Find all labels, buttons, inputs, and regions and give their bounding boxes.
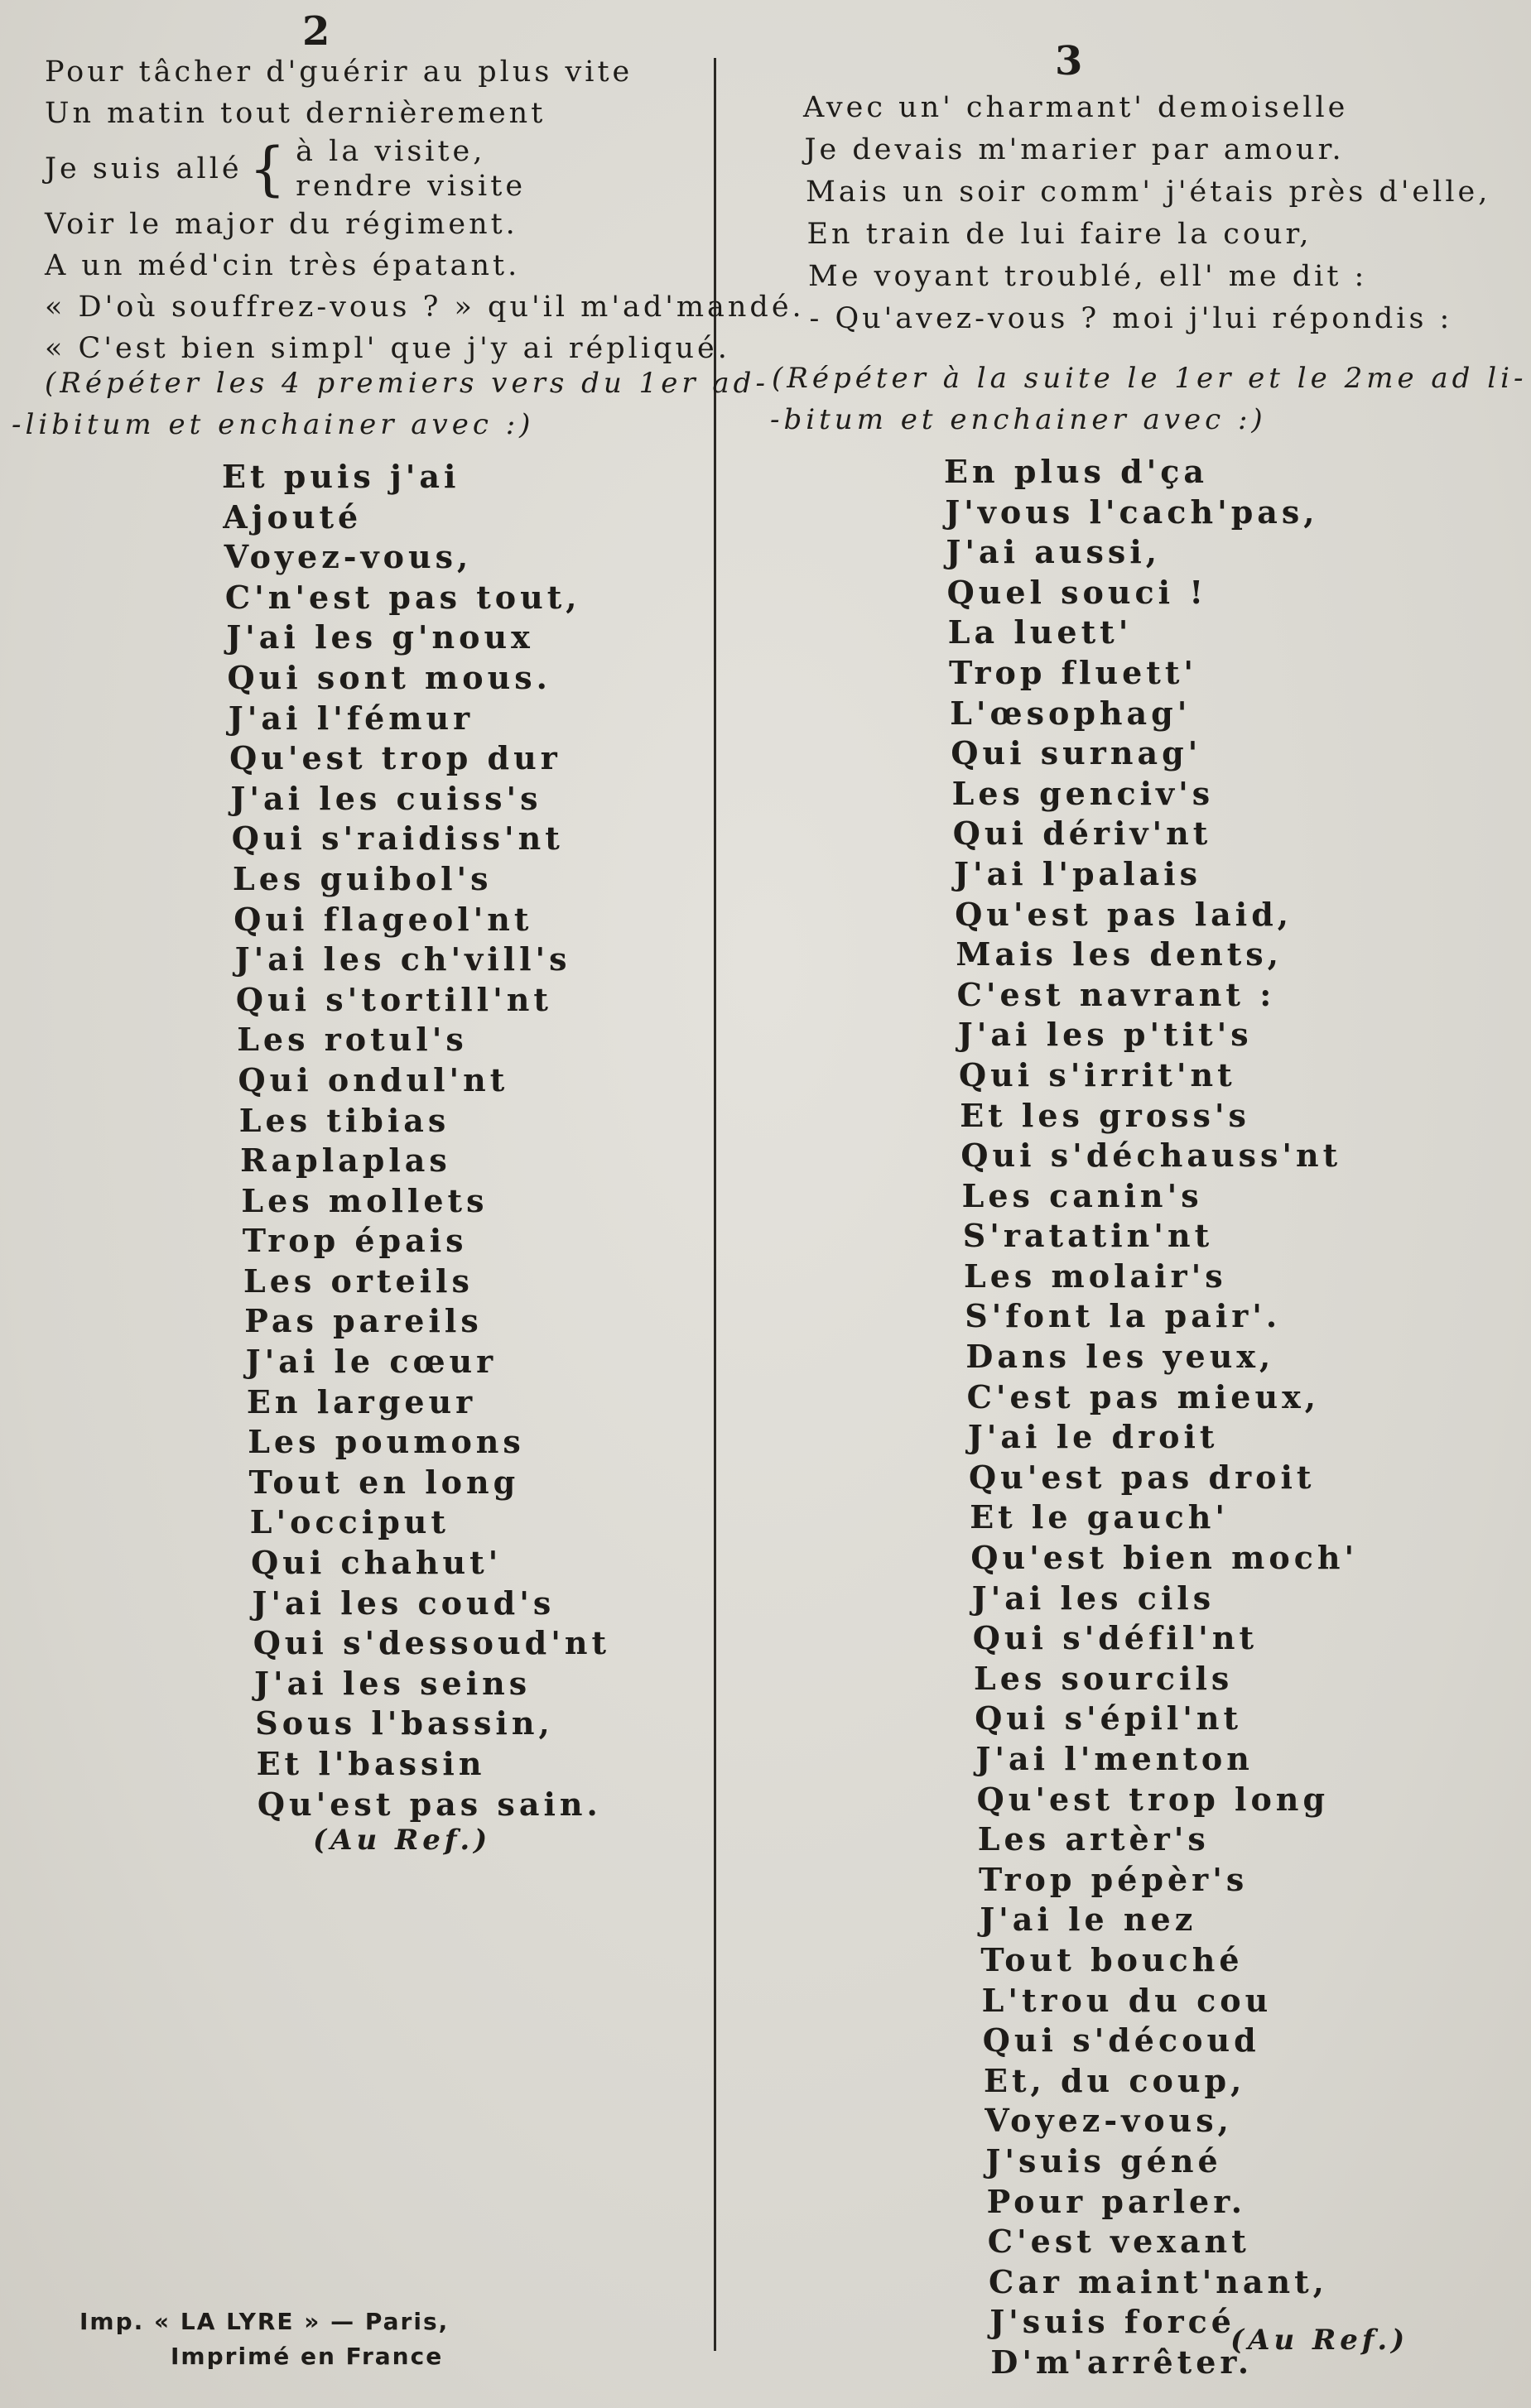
refrain-line: Qu'est pas laid, bbox=[955, 895, 1293, 933]
right-stanza bbox=[803, 87, 1490, 340]
refrain-line: J'ai les p'tit's bbox=[957, 1016, 1253, 1054]
refrain-line: Qui ondul'nt bbox=[238, 1060, 509, 1098]
refrain-line: Qui flageol'nt bbox=[234, 900, 533, 938]
refrain-line: Qui s'irrit'nt bbox=[959, 1055, 1236, 1093]
refrain-line: Qu'est trop dur bbox=[229, 739, 561, 777]
verse-line: Mais un soir comm' j'étais près d'elle, bbox=[806, 175, 1491, 209]
verse-option: à la visite, bbox=[296, 135, 486, 168]
verse-line: Un matin tout dernièrement bbox=[45, 97, 546, 130]
refrain-line: Mais les dents, bbox=[956, 935, 1283, 973]
refrain-line: Qu'est pas droit bbox=[969, 1458, 1316, 1496]
verse-line: Avec un' charmant' demoiselle bbox=[803, 91, 1349, 124]
refrain-line: J'ai les coud's bbox=[252, 1584, 556, 1622]
refrain-line: Les orteils bbox=[243, 1262, 474, 1300]
refrain-line: Sous l'bassin, bbox=[255, 1704, 554, 1742]
refrain-line: Raplaplas bbox=[240, 1142, 451, 1180]
refrain-line: C'est pas mieux, bbox=[966, 1377, 1320, 1415]
verse-prefix: Je suis allé bbox=[45, 152, 243, 185]
refrain-line: J'ai les cuiss's bbox=[230, 779, 542, 817]
verse-line: Me voyant troublé, ell' me dit : bbox=[808, 260, 1368, 293]
refrain-line: En plus d'ça bbox=[944, 453, 1209, 490]
refrain-line: Les poumons bbox=[248, 1423, 525, 1461]
verse-options bbox=[296, 134, 526, 204]
refrain-line: Trop épais bbox=[242, 1222, 468, 1260]
refrain-line: Et l'bassin bbox=[256, 1745, 486, 1782]
refrain-line: Qu'est pas sain. bbox=[257, 1785, 602, 1823]
page-number-right: 3 bbox=[1055, 38, 1083, 84]
left-instruction bbox=[12, 363, 769, 445]
refrain-line: Les sourcils bbox=[974, 1659, 1234, 1697]
imprint-line: Imp. « LA LYRE » — Paris, bbox=[79, 2308, 450, 2335]
refrain-line: Les canin's bbox=[961, 1176, 1203, 1214]
left-refrain-return: (Au Ref.) bbox=[313, 1824, 492, 1857]
right-refrain-return: (Au Ref.) bbox=[1230, 2324, 1409, 2357]
left-stanza bbox=[45, 51, 805, 369]
refrain-line: Qui s'raidiss'nt bbox=[231, 819, 564, 858]
refrain-line: Tout bouché bbox=[980, 1940, 1244, 1978]
refrain-line: Qui s'épil'nt bbox=[975, 1699, 1243, 1738]
refrain-line: Car maint'nant, bbox=[989, 2262, 1328, 2300]
refrain-line: Les rotul's bbox=[237, 1021, 468, 1059]
refrain-line: C'n'est pas tout, bbox=[224, 578, 581, 616]
verse-line: En train de lui faire la cour, bbox=[806, 218, 1312, 251]
verse-line: - Qu'avez-vous ? moi j'lui répondis : bbox=[809, 302, 1453, 335]
refrain-line: C'est vexant bbox=[987, 2223, 1250, 2261]
refrain-line: Quel souci ! bbox=[946, 573, 1208, 611]
refrain-line: Qui dériv'nt bbox=[952, 815, 1212, 853]
refrain-line: Les guibol's bbox=[233, 859, 493, 897]
refrain-line: Voyez-vous, bbox=[224, 538, 473, 576]
refrain-line: L'trou du cou bbox=[981, 1981, 1273, 2019]
verse-line: Je devais m'marier par amour. bbox=[804, 133, 1345, 166]
refrain-line: Qui s'découd bbox=[982, 2021, 1260, 2060]
refrain-line: J'ai le droit bbox=[967, 1418, 1219, 1456]
refrain-line: J'vous l'cach'pas, bbox=[945, 493, 1319, 531]
refrain-line: Les artèr's bbox=[977, 1820, 1210, 1858]
verse-line: Voir le major du régiment. bbox=[45, 208, 518, 241]
refrain-line: Les mollets bbox=[241, 1181, 489, 1219]
refrain-line: Voyez-vous, bbox=[985, 2102, 1233, 2140]
refrain-line: Qui chahut' bbox=[251, 1544, 503, 1582]
refrain-line: J'suis forcé bbox=[989, 2303, 1235, 2341]
right-instruction bbox=[770, 358, 1527, 440]
refrain-line: J'ai l'menton bbox=[975, 1740, 1254, 1777]
refrain-line: La luett' bbox=[947, 613, 1133, 651]
verse-line-choice bbox=[45, 134, 805, 204]
refrain-line: J'ai les g'noux bbox=[226, 618, 534, 656]
refrain-line: Trop fluett' bbox=[949, 653, 1198, 691]
refrain-line: J'ai aussi, bbox=[946, 533, 1161, 571]
refrain-line: Les genciv's bbox=[951, 774, 1215, 812]
verse-line: A un méd'cin très épatant. bbox=[45, 249, 521, 282]
instruction-line: -libitum et enchainer avec :) bbox=[12, 408, 535, 441]
refrain-line: J'ai les cils bbox=[971, 1579, 1216, 1617]
refrain-line: Et, du coup, bbox=[984, 2061, 1246, 2099]
refrain-line: C'est navrant : bbox=[956, 975, 1276, 1013]
refrain-line: L'occiput bbox=[249, 1503, 450, 1541]
refrain-line: J'ai l'fémur bbox=[228, 699, 474, 737]
instruction-line: -bitum et enchainer avec :) bbox=[770, 403, 1267, 436]
brace-glyph: { bbox=[248, 135, 290, 203]
imprint-line: Imprimé en France bbox=[171, 2343, 444, 2370]
verse-line: « D'où souffrez-vous ? » qu'il m'ad'mandé. bbox=[45, 291, 805, 324]
refrain-line: L'œsophag' bbox=[950, 694, 1192, 732]
printer-imprint bbox=[79, 2305, 449, 2374]
refrain-line: Tout en long bbox=[248, 1463, 520, 1501]
page-number-left: 2 bbox=[302, 8, 330, 55]
refrain-line: S'ratatin'nt bbox=[962, 1217, 1214, 1255]
refrain-line: En largeur bbox=[246, 1382, 477, 1420]
instruction-line: (Répéter à la suite le 1er et le 2me ad li- bbox=[772, 362, 1528, 395]
refrain-line: Qui s'défil'nt bbox=[972, 1619, 1258, 1657]
refrain-line: Qui s'dessoud'nt bbox=[253, 1624, 611, 1662]
refrain-line: Qui sont mous. bbox=[227, 658, 551, 696]
verse-line: « C'est bien simpl' que j'y ai répliqué. bbox=[45, 332, 730, 365]
refrain-line: Et le gauch' bbox=[970, 1498, 1229, 1536]
refrain-line: J'ai l'palais bbox=[954, 854, 1202, 892]
refrain-line: J'ai le nez bbox=[980, 1901, 1197, 1939]
refrain-line: Et les gross's bbox=[960, 1096, 1250, 1134]
refrain-line: J'ai le cœur bbox=[245, 1343, 498, 1381]
refrain-line: Ajouté bbox=[223, 497, 363, 536]
refrain-line: D'm'arrêter. bbox=[990, 2343, 1254, 2381]
refrain-line: J'ai les seins bbox=[254, 1664, 532, 1702]
refrain-line: Et puis j'ai bbox=[222, 458, 460, 495]
refrain-line: Qui s'déchauss'nt bbox=[960, 1137, 1342, 1175]
instruction-line: (Répéter les 4 premiers vers du 1er ad- bbox=[45, 367, 769, 400]
right-refrain bbox=[944, 452, 1358, 2383]
verse-line: Pour tâcher d'guérir au plus vite bbox=[45, 55, 633, 89]
refrain-line: Les molair's bbox=[964, 1257, 1227, 1295]
refrain-line: Qui surnag' bbox=[951, 734, 1202, 772]
refrain-line: Dans les yeux, bbox=[965, 1338, 1275, 1376]
refrain-line: Les tibias bbox=[238, 1101, 450, 1139]
refrain-line: J'ai les ch'vill's bbox=[234, 940, 571, 978]
refrain-line: Trop pépèr's bbox=[979, 1860, 1249, 1898]
refrain-line: Qui s'tortill'nt bbox=[235, 980, 552, 1018]
refrain-line: Pas pareils bbox=[244, 1302, 483, 1340]
refrain-line: J'suis géné bbox=[985, 2141, 1222, 2180]
refrain-line: Pour parler. bbox=[986, 2182, 1246, 2220]
verse-option: rendre visite bbox=[296, 170, 527, 203]
refrain-line: Qu'est trop long bbox=[976, 1780, 1330, 1818]
refrain-line: Qu'est bien moch' bbox=[970, 1539, 1359, 1577]
refrain-line: S'font la pair'. bbox=[965, 1297, 1282, 1335]
left-refrain bbox=[222, 457, 610, 1824]
